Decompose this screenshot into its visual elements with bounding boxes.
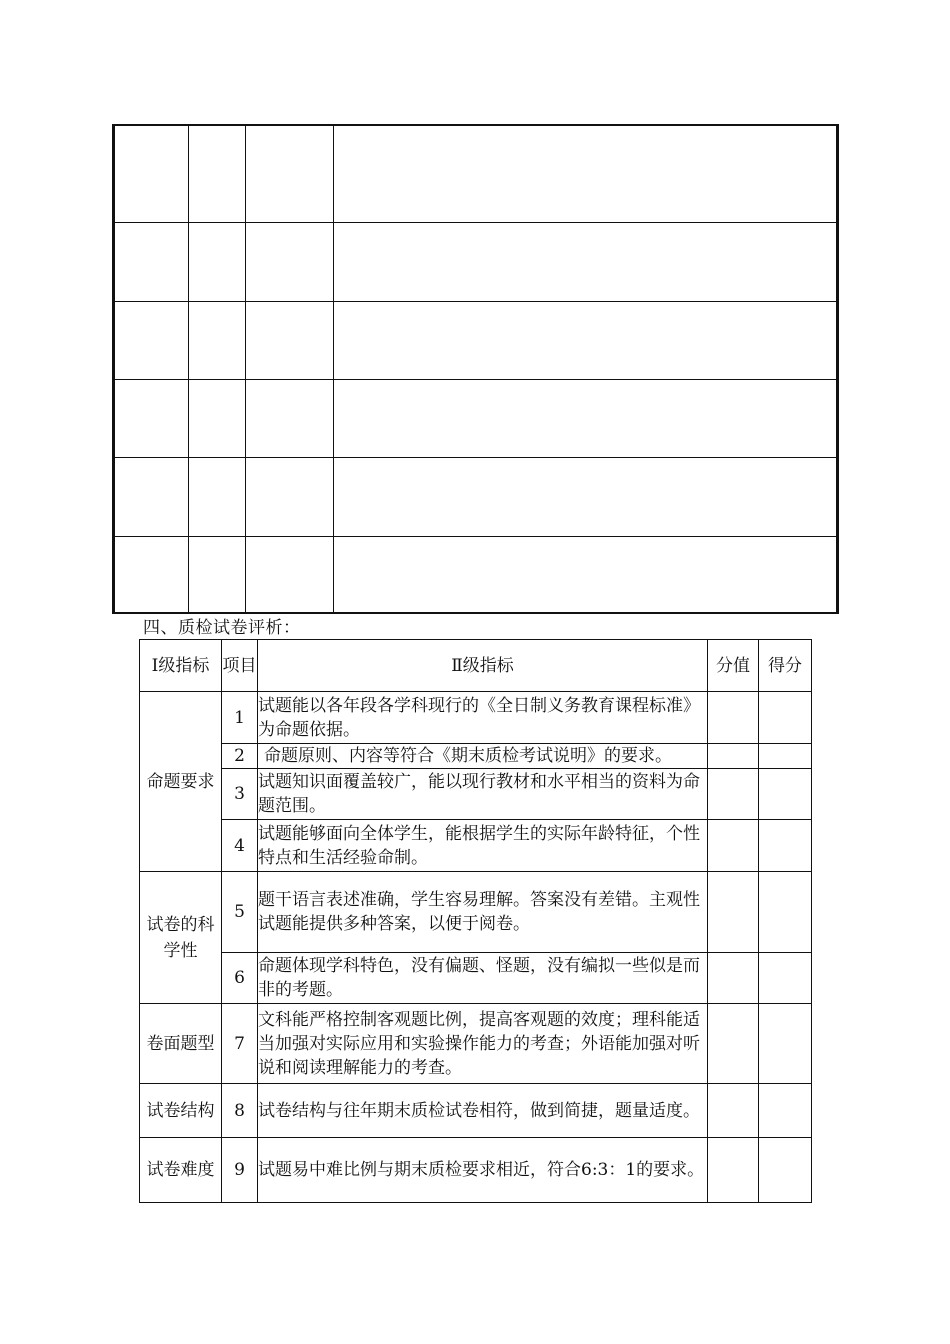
criterion-text: 命题原则、内容等符合《期末质检考试说明》的要求。 [258,744,708,769]
header-score-value: 分值 [708,640,759,692]
score-value-cell[interactable] [708,872,759,953]
item-number: 1 [222,692,258,744]
score-value-cell[interactable] [708,820,759,872]
table-row [140,769,812,820]
table-row [140,692,812,744]
item-number: 3 [222,769,258,820]
score-got-cell[interactable] [759,692,812,744]
table-row [140,820,812,872]
criterion-text: 试题易中难比例与期末质检要求相近，符合6:3：1的要求。 [258,1138,708,1203]
item-number: 5 [222,872,258,953]
score-got-cell[interactable] [759,1138,812,1203]
item-number: 8 [222,1084,258,1138]
score-got-cell[interactable] [759,1004,812,1084]
grid-column-divider [188,126,189,612]
item-number: 4 [222,820,258,872]
header-level1: Ⅰ级指标 [140,640,222,692]
criterion-text: 命题体现学科特色，没有偏题、怪题，没有编拟一些似是而非的考题。 [258,953,708,1004]
criterion-text: 题干语言表述准确，学生容易理解。答案没有差错。主观性试题能提供多种答案，以便于阅卷。 [258,872,708,953]
table-row [140,1004,812,1084]
table-row [140,1138,812,1203]
score-got-cell[interactable] [759,953,812,1004]
grid-row-divider [115,301,836,302]
category-cell: 试卷结构 [140,1084,222,1138]
score-value-cell[interactable] [708,692,759,744]
score-value-cell[interactable] [708,1084,759,1138]
criterion-text: 试题能够面向全体学生，能根据学生的实际年龄特征，个性特点和生活经验命制。 [258,820,708,872]
exam-evaluation-table [139,639,812,1203]
table-header-row [140,640,812,692]
blank-record-grid [112,124,839,614]
score-value-cell[interactable] [708,744,759,769]
grid-row-divider [115,379,836,380]
score-got-cell[interactable] [759,1084,812,1138]
grid-column-divider [333,126,334,612]
table-row [140,744,812,769]
item-number: 6 [222,953,258,1004]
table-row [140,1084,812,1138]
score-got-cell[interactable] [759,872,812,953]
header-item: 项目 [222,640,258,692]
table-row [140,953,812,1004]
header-score-got: 得分 [759,640,812,692]
grid-column-divider [245,126,246,612]
criterion-text: 文科能严格控制客观题比例，提高客观题的效度；理科能适当加强对实际应用和实验操作能力的考查；外语能加强对听说和阅读理解能力的考查。 [258,1004,708,1084]
table-row [140,872,812,953]
grid-row-divider [115,457,836,458]
grid-row-divider [115,536,836,537]
header-level2: Ⅱ级指标 [258,640,708,692]
score-got-cell[interactable] [759,820,812,872]
score-value-cell[interactable] [708,1004,759,1084]
item-number: 7 [222,1004,258,1084]
score-value-cell[interactable] [708,769,759,820]
score-value-cell[interactable] [708,953,759,1004]
criterion-text: 试卷结构与往年期末质检试卷相符，做到简捷，题量适度。 [258,1084,708,1138]
score-value-cell[interactable] [708,1138,759,1203]
item-number: 2 [222,744,258,769]
criterion-text: 试题能以各年段各学科现行的《全日制义务教育课程标准》为命题依据。 [258,692,708,744]
item-number: 9 [222,1138,258,1203]
grid-row-divider [115,222,836,223]
category-cell: 试卷难度 [140,1138,222,1203]
category-cell: 卷面题型 [140,1004,222,1084]
category-cell: 命题要求 [140,692,222,872]
criterion-text: 试题知识面覆盖较广，能以现行教材和水平相当的资料为命题范围。 [258,769,708,820]
section-heading: 四、质检试卷评析： [143,618,301,638]
score-got-cell[interactable] [759,744,812,769]
score-got-cell[interactable] [759,769,812,820]
category-cell: 试卷的科学性 [140,872,222,1004]
